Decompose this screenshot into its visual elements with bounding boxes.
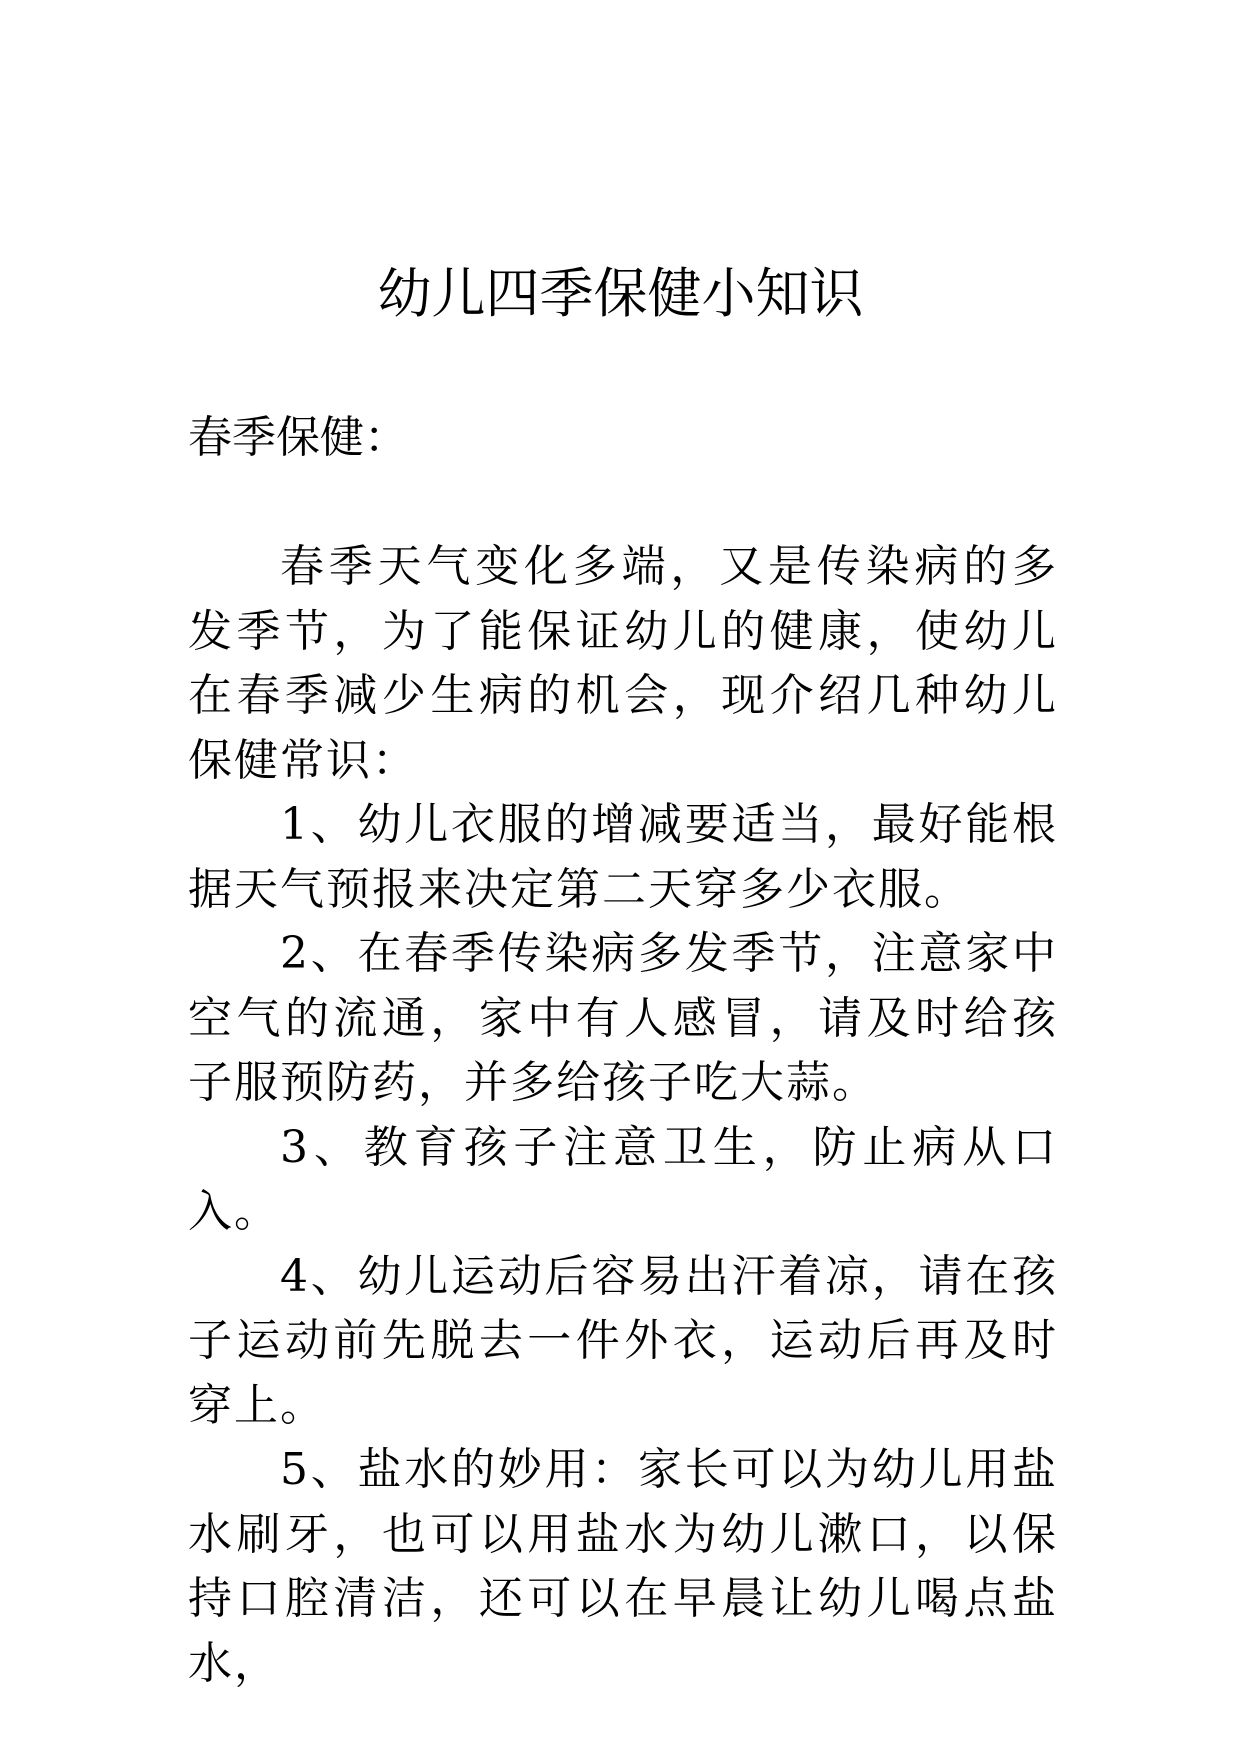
document-body <box>188 535 1058 1696</box>
tip-paragraph-2: 2、在春季传染病多发季节，注意家中空气的流通，家中有人感冒，请及时给孩子服预防药，并多给孩子吃大蒜。 <box>188 928 1058 1108</box>
document-title: 幼儿四季保健小知识 <box>377 262 864 325</box>
intro-paragraph: 春季天气变化多端，又是传染病的多发季节，为了能保证幼儿的健康，使幼儿在春季减少生病的机会，现介绍几种幼儿保健常识： <box>188 541 1058 786</box>
tip-paragraph-5: 5、盐水的妙用：家长可以为幼儿用盐水刷牙，也可以用盐水为幼儿漱口，以保持口腔清洁，还可以在早晨让幼儿喝点盐水， <box>188 1444 1058 1689</box>
tip-paragraph-4: 4、幼儿运动后容易出汗着凉，请在孩子运动前先脱去一件外衣，运动后再及时穿上。 <box>188 1250 1058 1431</box>
tip-paragraph-1: 1、幼儿衣服的增减要适当，最好能根据天气预报来决定第二天穿多少衣服。 <box>188 799 1058 915</box>
section-heading-spring: 春季保健： <box>188 412 408 463</box>
tip-paragraph-3: 3、教育孩子注意卫生，防止病从口入。 <box>188 1121 1058 1237</box>
